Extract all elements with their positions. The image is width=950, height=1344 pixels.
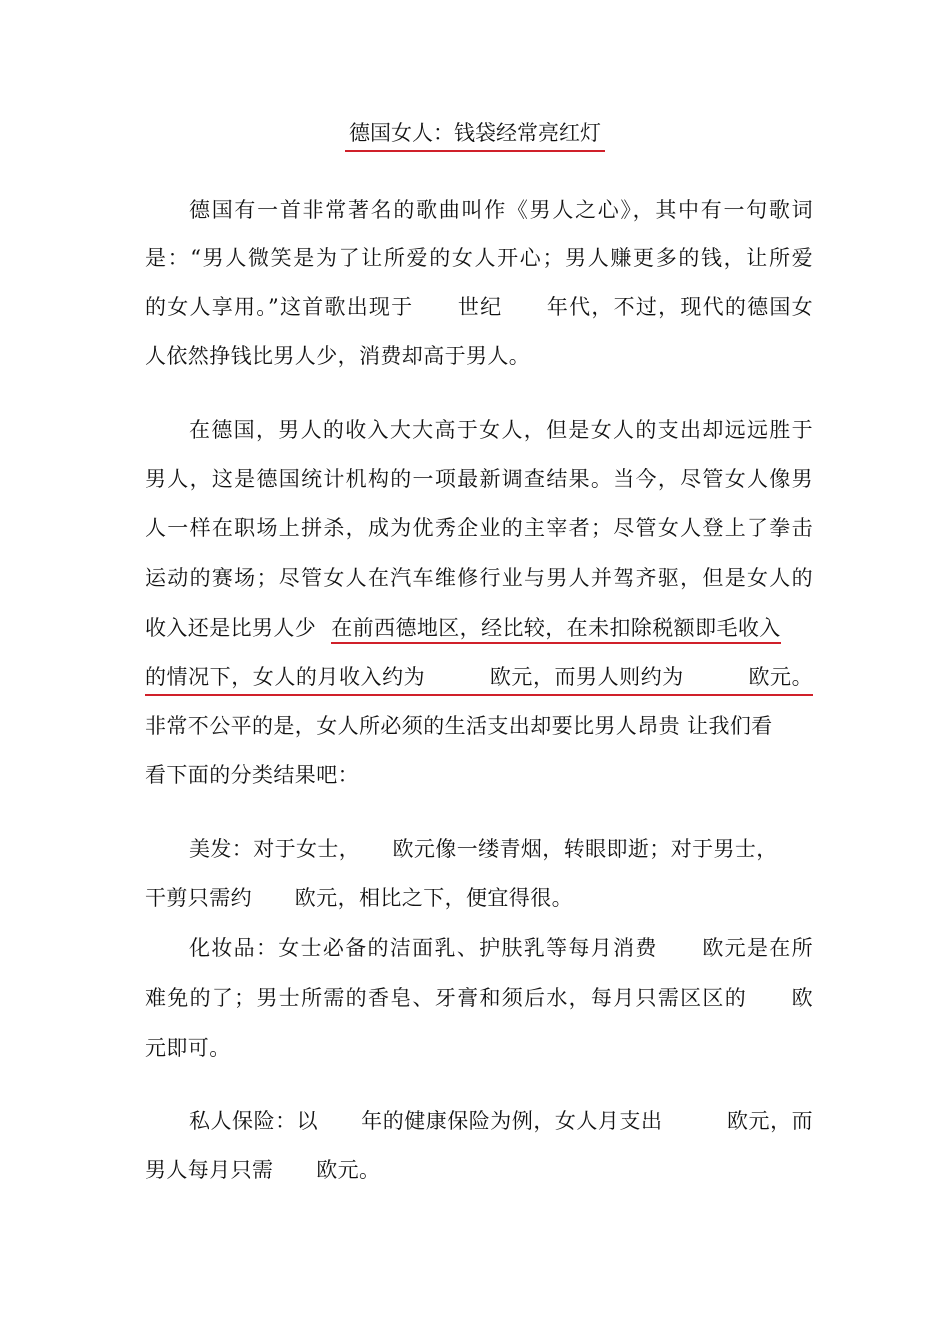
p2-line-8: 看下面的分类结果吧： bbox=[145, 763, 359, 787]
p1-line-1: 德国有一首非常著名的歌曲叫作《男人之心》，其中有一句歌词 bbox=[189, 198, 813, 222]
p3-line-1: 美发：对于女士， 欧元像一缕青烟，转眼即逝；对于男士， bbox=[189, 837, 778, 861]
p2-line-2: 男人，这是德国统计机构的一项最新调查结果。当今，尽管女人像男 bbox=[145, 467, 813, 491]
p3-line-2: 干剪只需约 欧元，相比之下，便宜得很。 bbox=[145, 886, 573, 910]
p5-line-2: 男人每月只需 欧元。 bbox=[145, 1158, 381, 1182]
p2-line-1: 在德国，男人的收入大大高于女人，但是女人的支出却远远胜于 bbox=[189, 418, 813, 442]
p1-line-4: 人依然挣钱比男人少，消费却高于男人。 bbox=[145, 344, 531, 368]
p4-line-2: 难免的了；男士所需的香皂、牙膏和须后水，每月只需区区的 欧 bbox=[145, 986, 813, 1010]
title-text: 德国女人：钱袋经常亮红灯 bbox=[345, 118, 605, 152]
p2-line-5 bbox=[145, 613, 813, 643]
p2-line-6 bbox=[145, 662, 813, 696]
p1-line-2: 是：“男人微笑是为了让所爱的女人开心；男人赚更多的钱，让所爱 bbox=[145, 246, 813, 270]
p5-line-1: 私人保险：以 年的健康保险为例，女人月支出 欧元，而 bbox=[189, 1109, 813, 1133]
p1-line-3: 的女人享用。”这首歌出现于 世纪 年代，不过，现代的德国女 bbox=[145, 295, 813, 319]
document-title bbox=[0, 118, 950, 152]
p4-line-3: 元即可。 bbox=[145, 1036, 231, 1060]
p2-line-4: 运动的赛场；尽管女人在汽车维修行业与男人并驾齐驱，但是女人的 bbox=[145, 566, 813, 590]
p2-line-3: 人一样在职场上拼杀，成为优秀企业的主宰者；尽管女人登上了拳击 bbox=[145, 516, 813, 540]
underlined-phrase-1: 在前西德地区，经比较，在未扣除税额即毛收入 bbox=[331, 616, 780, 644]
p4-line-1: 化妆品：女士必备的洁面乳、护肤乳等每月消费 欧元是在所 bbox=[189, 936, 813, 960]
p2-line-5-start: 收入还是比男人少 bbox=[145, 616, 317, 640]
p2-line-7: 非常不公平的是，女人所必须的生活支出却要比男人昂贵 让我们看 bbox=[145, 714, 773, 738]
underlined-phrase-2: 的情况下，女人的月收入约为 欧元，而男人则约为 欧元。 bbox=[145, 662, 813, 696]
